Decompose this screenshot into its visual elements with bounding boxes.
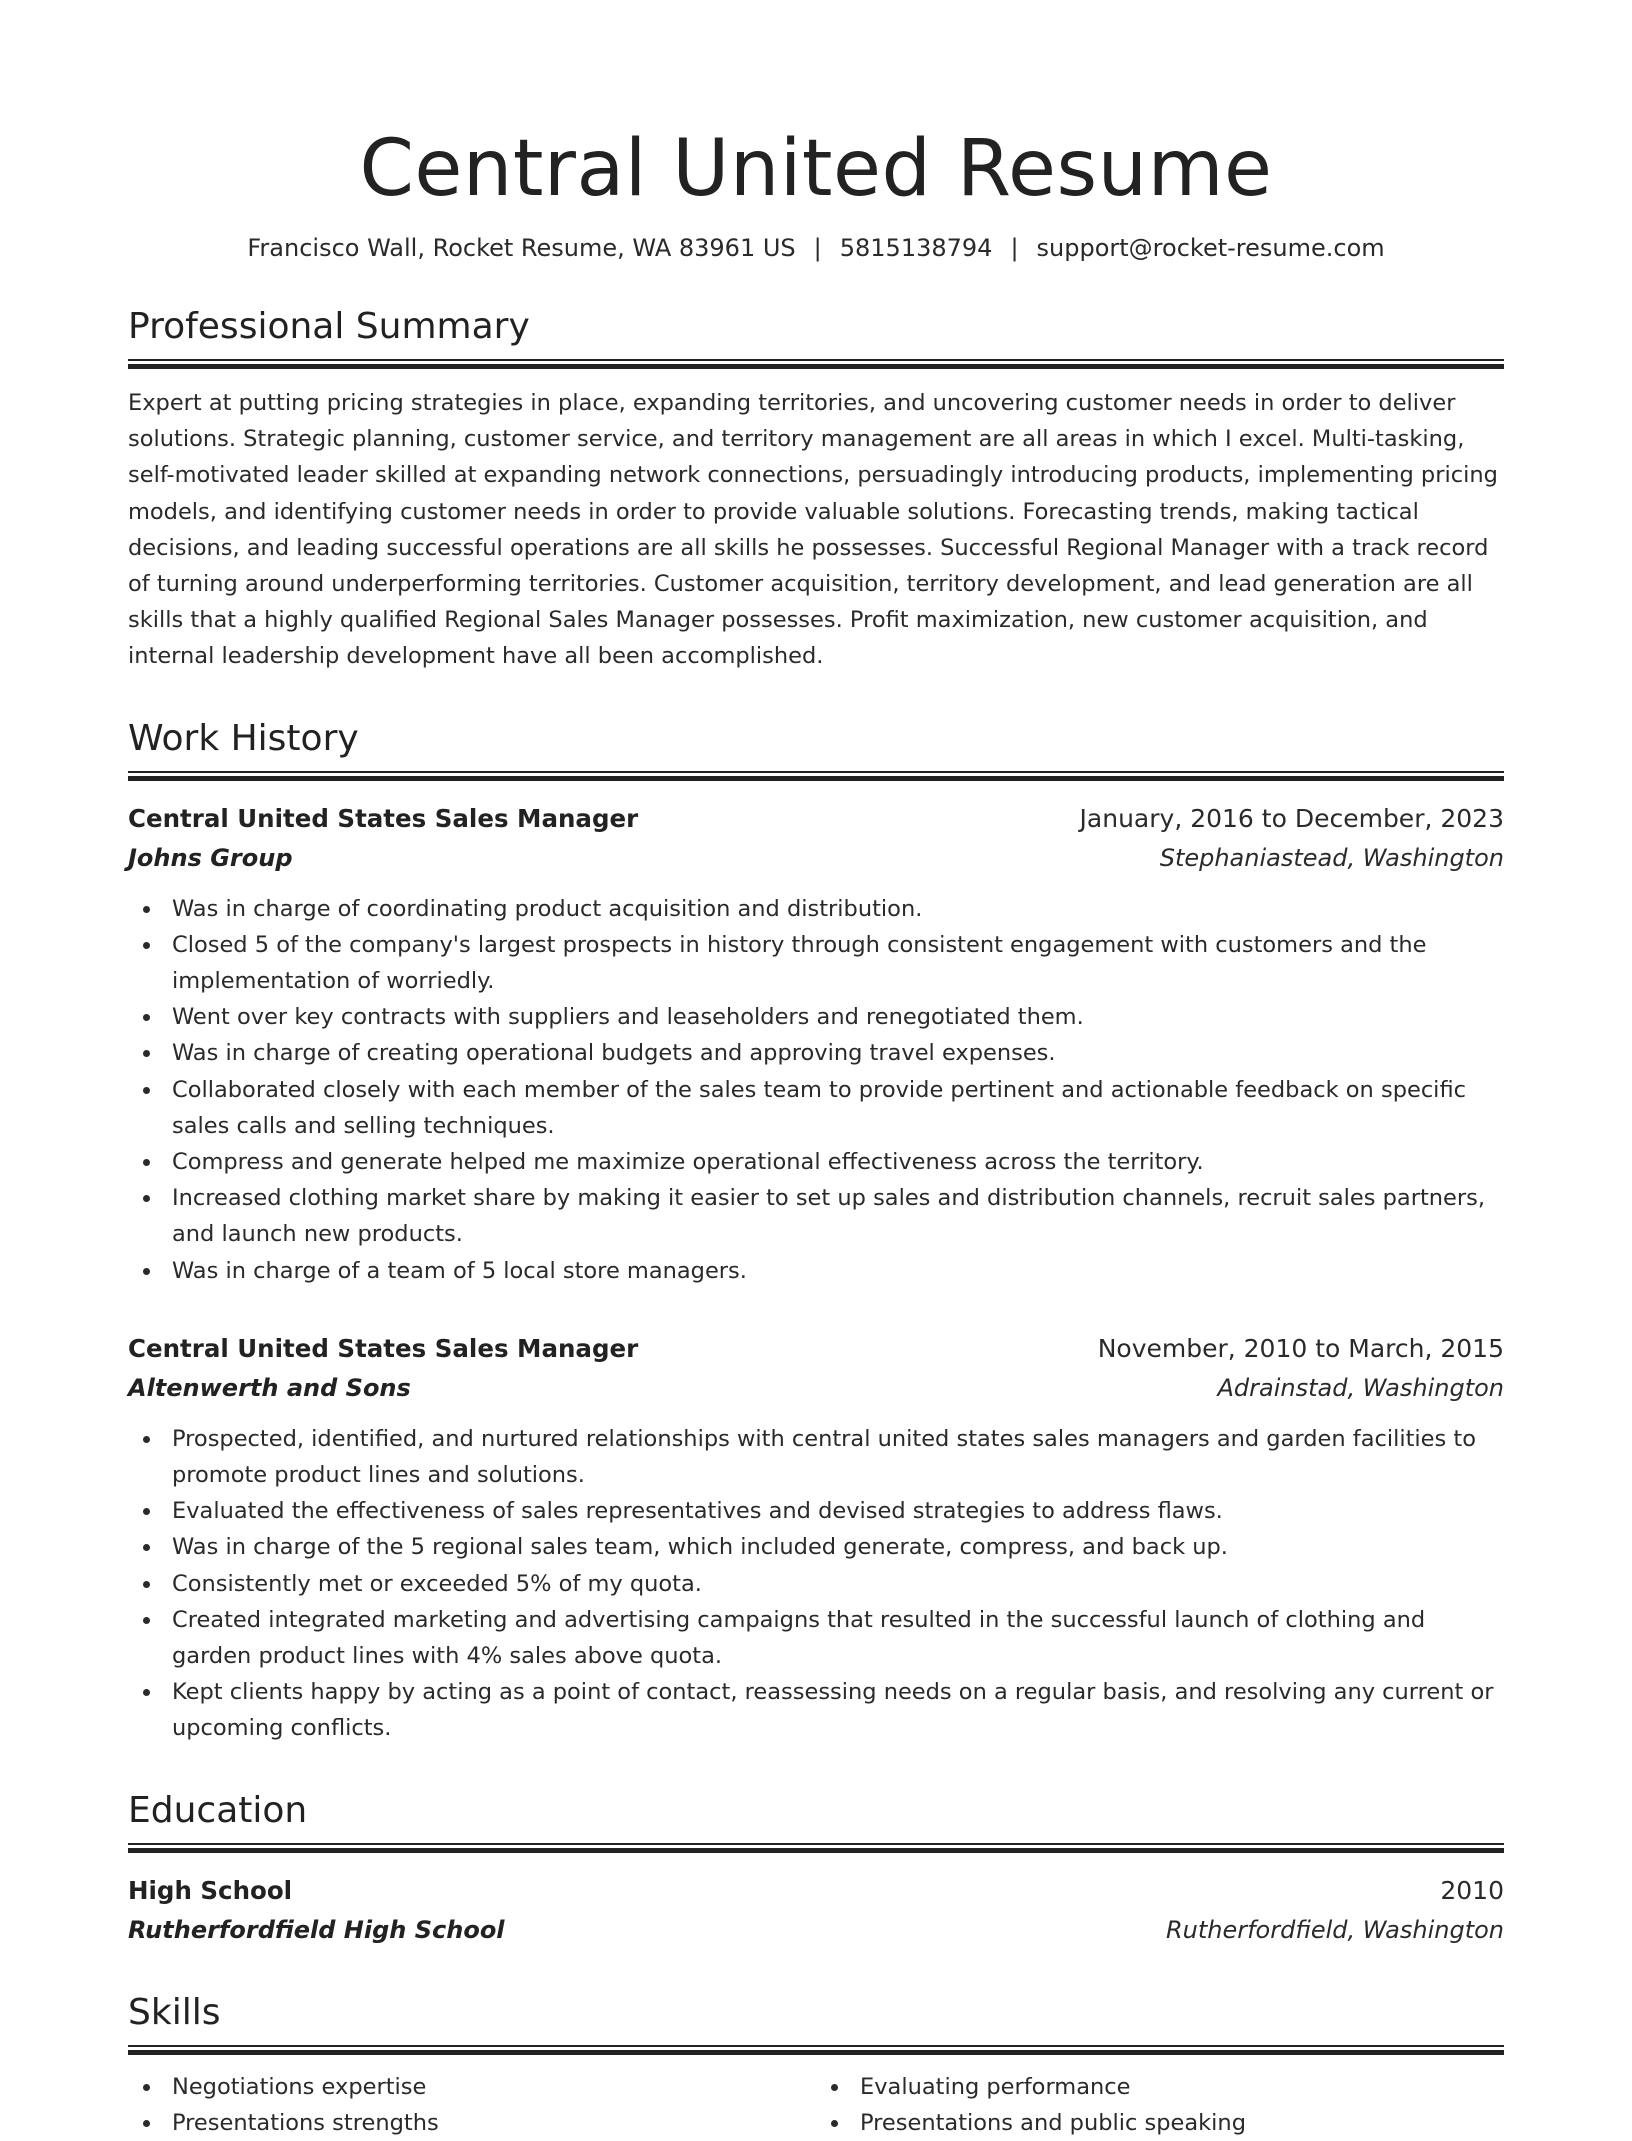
list-item: Went over key contracts with suppliers and leaseholders and renegotiated them.	[128, 999, 1504, 1035]
list-item: Closed 5 of the company's largest prospects in history through consistent engagement with customers and the implementation of worriedly.	[128, 927, 1504, 999]
job-header-row	[128, 799, 1504, 839]
job-company-row	[128, 839, 1504, 877]
section-divider	[128, 359, 1504, 369]
contact-line	[128, 231, 1504, 265]
section-heading: Work History	[128, 717, 359, 759]
job-dates: January, 2016 to December, 2023	[1079, 803, 1504, 833]
education-school: Rutherfordfield High School	[128, 1915, 505, 1944]
list-item: Collaborated closely with each member of the sales team to provide pertinent and actionable feedback on specific sales calls and selling techniques.	[128, 1072, 1504, 1144]
contact-phone[interactable]: 5815138794	[839, 234, 993, 262]
list-item: Was in charge of a team of 5 local store managers.	[128, 1253, 1504, 1289]
education-year: 2010	[1440, 1875, 1504, 1905]
list-item: Created integrated marketing and advertising campaigns that resulted in the successful launch of clothing and garden product lines with 4% sales above quota.	[128, 1602, 1504, 1674]
list-item: Was in charge of coordinating product acquisition and distribution.	[128, 891, 1504, 927]
section-divider	[128, 771, 1504, 781]
job-location: Adrainstad, Washington	[1217, 1373, 1504, 1402]
contact-address: Francisco Wall, Rocket Resume, WA 83961 US	[247, 234, 796, 262]
job-title: Central United States Sales Manager	[128, 1333, 639, 1363]
list-item: Presentations strengths	[128, 2105, 816, 2141]
education-degree: High School	[128, 1875, 293, 1905]
job-company-row	[128, 1369, 1504, 1407]
education-section	[128, 1789, 1504, 1949]
list-item: Negotiations expertise	[128, 2069, 816, 2105]
skills-section	[128, 1991, 1504, 2141]
summary-text: Expert at putting pricing strategies in place, expanding territories, and uncovering customer needs in order to deliver solutions. Strategic planning, customer service, and territory management are all areas in which I excel. Multi-tasking, self-motivated leader skilled at expanding network connections, persuadingly introducing products, implementing pricing models, and identifying customer needs in order to provide valuable solutions. Forecasting trends, making tactical decisions, and leading successful operations are all skills he possesses. Successful Regional Manager with a track record of turning around underperforming territories. Customer acquisition, territory development, and lead generation are all skills that a highly qualified Regional Sales Manager possesses. Profit maximization, new customer acquisition, and internal leadership development have all been accomplished.	[128, 390, 1498, 670]
work-history-section	[128, 717, 1504, 1747]
list-item: Kept clients happy by acting as a point of contact, reassessing needs on a regular basis, and resolving any current or upcoming conflicts.	[128, 1674, 1504, 1746]
job-header-row	[128, 1329, 1504, 1369]
job-entry	[128, 799, 1504, 1289]
skills-column-right	[816, 2069, 1504, 2141]
education-school-row	[128, 1911, 1504, 1949]
list-item: Increased clothing market share by making it easier to set up sales and distribution channels, recruit sales partners, and launch new products.	[128, 1180, 1504, 1252]
section-divider	[128, 1843, 1504, 1853]
list-item: Was in charge of the 5 regional sales team, which included generate, compress, and back up.	[128, 1529, 1504, 1565]
education-entry	[128, 1871, 1504, 1949]
contact-separator: |	[1010, 234, 1019, 262]
section-heading: Skills	[128, 1991, 221, 2033]
job-company: Altenwerth and Sons	[128, 1373, 411, 1402]
summary-section	[128, 305, 1504, 675]
contact-email[interactable]: support@rocket-resume.com	[1036, 234, 1385, 262]
list-item: Presentations and public speaking	[816, 2105, 1504, 2141]
resume-title: Central United Resume	[359, 124, 1273, 214]
contact-separator: |	[813, 234, 822, 262]
resume-page	[128, 0, 1504, 2141]
job-bullets	[128, 891, 1504, 1289]
education-header-row	[128, 1871, 1504, 1911]
education-location: Rutherfordfield, Washington	[1165, 1915, 1504, 1944]
job-title: Central United States Sales Manager	[128, 803, 639, 833]
job-dates: November, 2010 to March, 2015	[1097, 1333, 1504, 1363]
section-divider	[128, 2045, 1504, 2055]
job-entry	[128, 1329, 1504, 1747]
job-location: Stephaniastead, Washington	[1159, 843, 1504, 872]
list-item: Was in charge of creating operational budgets and approving travel expenses.	[128, 1035, 1504, 1071]
skills-grid	[128, 2069, 1504, 2141]
section-heading: Education	[128, 1789, 308, 1831]
skills-column-left	[128, 2069, 816, 2141]
list-item: Evaluated the effectiveness of sales representatives and devised strategies to address flaws.	[128, 1493, 1504, 1529]
section-heading: Professional Summary	[128, 306, 530, 347]
job-company: Johns Group	[128, 843, 293, 872]
list-item: Prospected, identified, and nurtured relationships with central united states sales managers and garden facilities to promote product lines and solutions.	[128, 1421, 1504, 1493]
job-bullets	[128, 1421, 1504, 1747]
list-item: Evaluating performance	[816, 2069, 1504, 2105]
list-item: Consistently met or exceeded 5% of my quota.	[128, 1566, 1504, 1602]
list-item: Compress and generate helped me maximize operational effectiveness across the territory.	[128, 1144, 1504, 1180]
